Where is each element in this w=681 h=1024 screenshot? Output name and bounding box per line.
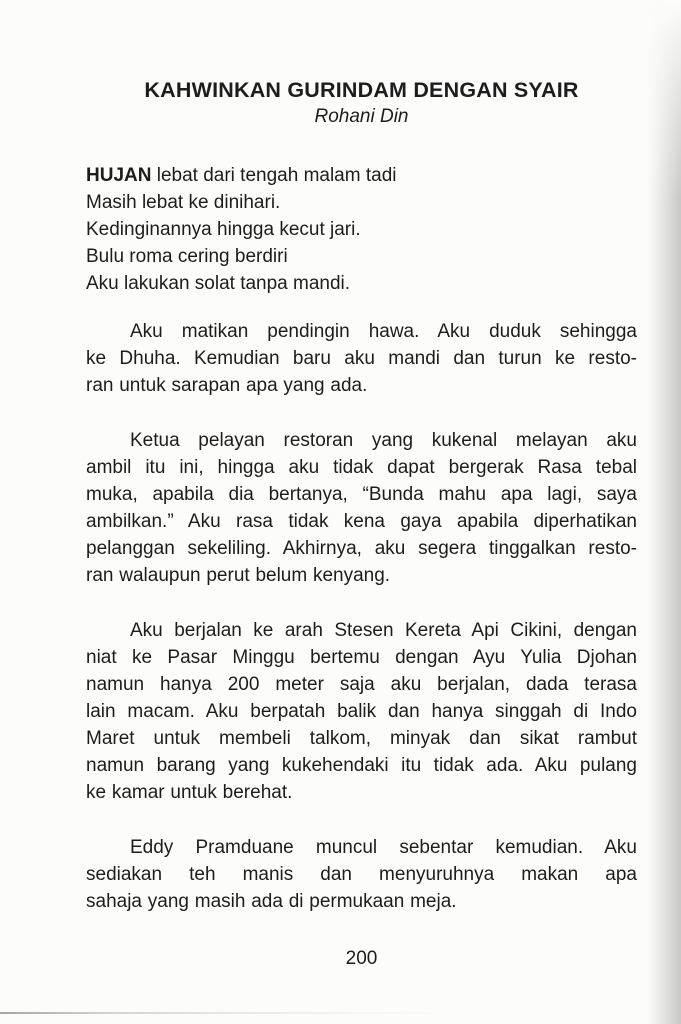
poem-stanza — [86, 162, 637, 297]
paragraph-line: Aku matikan pendingin hawa. Aku duduk sehingga — [130, 321, 637, 342]
paragraph-line: ambilkan.” Aku rasa tidak kena gaya apabila diperhatikan — [86, 511, 637, 532]
paragraph — [86, 834, 637, 915]
paragraph-line: Maret untuk membeli talkom, minyak dan sikat rambut — [86, 728, 637, 749]
paragraph — [86, 427, 637, 589]
story-paragraphs — [86, 318, 637, 915]
page-title: KAHWINKAN GURINDAM DENGAN SYAIR — [144, 78, 579, 102]
paragraph-line: namun hanya 200 meter saja aku berjalan, dada terasa — [86, 674, 637, 695]
paragraph-line: ran walaupun perut belum kenyang. — [86, 565, 391, 586]
paragraph-line: ke Dhuha. Kemudian baru aku mandi dan turun ke resto- — [86, 348, 637, 369]
paragraph — [86, 318, 637, 399]
paragraph — [86, 617, 637, 806]
paragraph-line: Eddy Pramduane muncul sebentar kemudian. Aku — [130, 837, 637, 858]
author-byline: Rohani Din — [314, 106, 409, 127]
scan-artifact-line — [0, 1012, 445, 1014]
page-edge-shadow — [647, 0, 681, 1024]
paragraph-line: Aku berjalan ke arah Stesen Kereta Api Cikini, dengan — [130, 620, 637, 641]
paragraph-line: ke kamar untuk berehat. — [86, 782, 293, 803]
poem-line: Kedinginannya hingga kecut jari. — [86, 219, 361, 240]
page-number: 200 — [345, 948, 378, 969]
poem-line: Aku lakukan solat tanpa mandi. — [86, 273, 351, 294]
paragraph-line: namun barang yang kukehendaki itu tidak ada. Aku pulang — [86, 755, 637, 776]
text-block — [86, 0, 637, 972]
paragraph-line: sahaja yang masih ada di permukaan meja. — [86, 891, 457, 912]
paragraph-line: ran untuk sarapan apa yang ada. — [86, 375, 368, 396]
paragraph-line: ambil itu ini, hingga aku tidak dapat bergerak Rasa tebal — [86, 457, 637, 478]
poem-line: Bulu roma cering berdiri — [86, 246, 288, 267]
paragraph-line: muka, apabila dia bertanya, “Bunda mahu apa lagi, saya — [86, 484, 637, 505]
paragraph-line: sediakan teh manis dan menyuruhnya makan apa — [86, 864, 637, 885]
poem-line: Masih lebat ke dinihari. — [86, 192, 281, 213]
poem-line: HUJAN lebat dari tengah malam tadi — [86, 165, 397, 186]
paragraph-line: Ketua pelayan restoran yang kukenal melayan aku — [130, 430, 637, 451]
paragraph-line: pelanggan sekeliling. Akhirnya, aku segera tinggalkan resto- — [86, 538, 637, 559]
paragraph-line: niat ke Pasar Minggu bertemu dengan Ayu Yulia Djohan — [86, 647, 637, 668]
paragraph-line: lain macam. Aku berpatah balik dan hanya singgah di Indo — [86, 701, 637, 722]
